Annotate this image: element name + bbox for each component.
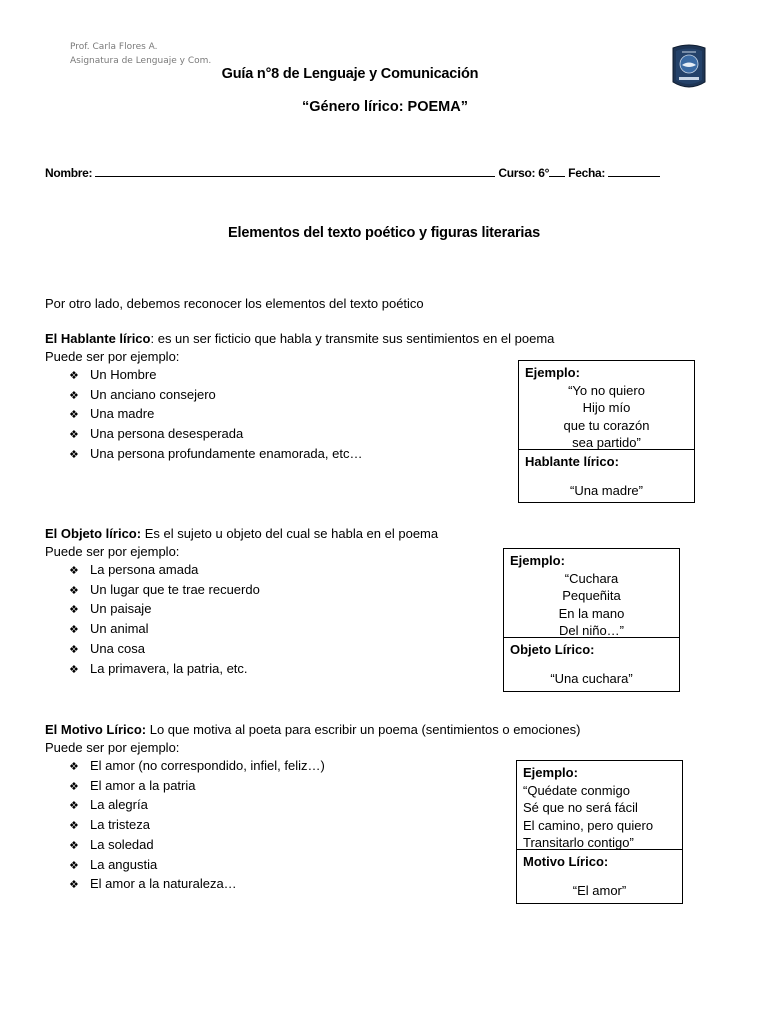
fecha-label: Fecha: xyxy=(568,166,606,180)
diamond-bullet-icon: ❖ xyxy=(69,584,79,597)
answer-label: Motivo Lírico: xyxy=(523,854,609,869)
nombre-label: Nombre: xyxy=(45,166,93,180)
diamond-bullet-icon: ❖ xyxy=(69,429,79,442)
diamond-bullet-icon: ❖ xyxy=(69,389,79,402)
fecha-field[interactable] xyxy=(608,166,660,177)
diamond-bullet-icon: ❖ xyxy=(69,859,79,872)
teacher-name: Prof. Carla Flores A. xyxy=(70,42,158,52)
curso-field[interactable] xyxy=(549,166,565,177)
list-item: ❖ Una madre xyxy=(69,405,554,425)
list-item: ❖ Un paisaje xyxy=(69,600,438,620)
curso-label: Curso: 6° xyxy=(498,166,550,180)
section-definition: : es un ser ficticio que habla y transmite sus sentimientos en el poema xyxy=(150,331,555,346)
list-item: ❖ Un anciano consejero xyxy=(69,386,554,406)
section-sub: Puede ser por ejemplo: xyxy=(45,544,180,559)
nombre-field[interactable] xyxy=(95,166,495,177)
hablante-section xyxy=(45,330,554,465)
answer-label: Hablante lírico: xyxy=(525,454,619,469)
list-item: ❖ El amor (no correspondido, infiel, feliz…) xyxy=(69,757,580,777)
list-item: ❖ La primavera, la patria, etc. xyxy=(69,660,438,680)
guide-subtitle: “Género lírico: POEMA” xyxy=(302,99,468,115)
list-item: ❖ Un lugar que te trae recuerdo xyxy=(69,581,438,601)
objeto-section xyxy=(45,525,438,679)
example-label: Ejemplo: xyxy=(510,553,565,568)
diamond-bullet-icon: ❖ xyxy=(69,565,79,577)
objeto-list xyxy=(45,561,438,679)
list-item: ❖ La alegría xyxy=(69,796,580,816)
section-sub: Puede ser por ejemplo: xyxy=(45,740,180,755)
list-item: ❖ El amor a la patria xyxy=(69,777,580,797)
section-definition: Es el sujeto u objeto del cual se habla en el poema xyxy=(141,526,439,541)
diamond-bullet-icon: ❖ xyxy=(69,663,79,676)
diamond-bullet-icon: ❖ xyxy=(69,879,79,892)
diamond-bullet-icon: ❖ xyxy=(69,643,79,656)
intro-text: Por otro lado, debemos reconocer los elementos del texto poético xyxy=(45,296,424,311)
subject-name: Asignatura de Lenguaje y Com. xyxy=(70,56,212,66)
student-info-line xyxy=(45,166,660,180)
list-item: ❖ La persona amada xyxy=(69,561,438,581)
list-item: ❖ Un Hombre xyxy=(69,366,554,386)
answer-text: “Una madre” xyxy=(570,482,643,498)
list-item: ❖ La angustia xyxy=(69,856,580,876)
section-title: Elementos del texto poético y figuras literarias xyxy=(228,225,540,241)
list-item: ❖ El amor a la naturaleza… xyxy=(69,875,580,895)
list-item: ❖ Una cosa xyxy=(69,640,438,660)
example-label: Ejemplo: xyxy=(525,365,580,380)
motivo-section xyxy=(45,721,580,895)
section-term: El Hablante lírico xyxy=(45,331,151,346)
answer-text: “El amor” xyxy=(572,882,627,898)
diamond-bullet-icon: ❖ xyxy=(69,604,79,617)
section-sub: Puede ser por ejemplo: xyxy=(45,349,180,364)
diamond-bullet-icon: ❖ xyxy=(69,409,79,422)
hablante-list xyxy=(45,366,554,465)
objeto-example-box: Ejemplo: “Cuchara Pequeñita En la mano Del niño…” Objeto Lírico: “Una cuchara” xyxy=(503,548,680,692)
diamond-bullet-icon: ❖ xyxy=(69,761,79,773)
answer-label: Objeto Lírico: xyxy=(510,642,595,657)
diamond-bullet-icon: ❖ xyxy=(69,820,79,833)
list-item: ❖ Una persona desesperada xyxy=(69,425,554,445)
school-crest-icon xyxy=(670,42,708,92)
diamond-bullet-icon: ❖ xyxy=(69,800,79,813)
list-item: ❖ La soledad xyxy=(69,836,580,856)
teacher-info xyxy=(70,40,211,68)
list-item: ❖ Una persona profundamente enamorada, etc… xyxy=(69,445,554,465)
list-item: ❖ La tristeza xyxy=(69,816,580,836)
hablante-example-box: Ejemplo: “Yo no quiero Hijo mío que tu corazón sea partido” Hablante lírico: “Una madre” xyxy=(518,360,695,503)
list-item: ❖ Un animal xyxy=(69,620,438,640)
example-label: Ejemplo: xyxy=(523,765,578,780)
answer-text: “Una cuchara” xyxy=(550,670,633,686)
diamond-bullet-icon: ❖ xyxy=(69,624,79,637)
section-term: El Motivo Lírico: xyxy=(45,722,147,737)
motivo-example-box: Ejemplo: “Quédate conmigo Sé que no será fácil El camino, pero quiero Transitarlo contigo” Motivo Lírico: “El amor” xyxy=(516,760,683,904)
guide-title: Guía n°8 de Lenguaje y Comunicación xyxy=(221,66,479,82)
section-term: El Objeto lírico: xyxy=(45,526,142,541)
section-definition: Lo que motiva al poeta para escribir un poema (sentimientos o emociones) xyxy=(146,722,581,737)
diamond-bullet-icon: ❖ xyxy=(69,448,79,461)
motivo-list xyxy=(45,757,580,895)
diamond-bullet-icon: ❖ xyxy=(69,780,79,793)
diamond-bullet-icon: ❖ xyxy=(69,839,79,852)
diamond-bullet-icon: ❖ xyxy=(69,370,79,382)
